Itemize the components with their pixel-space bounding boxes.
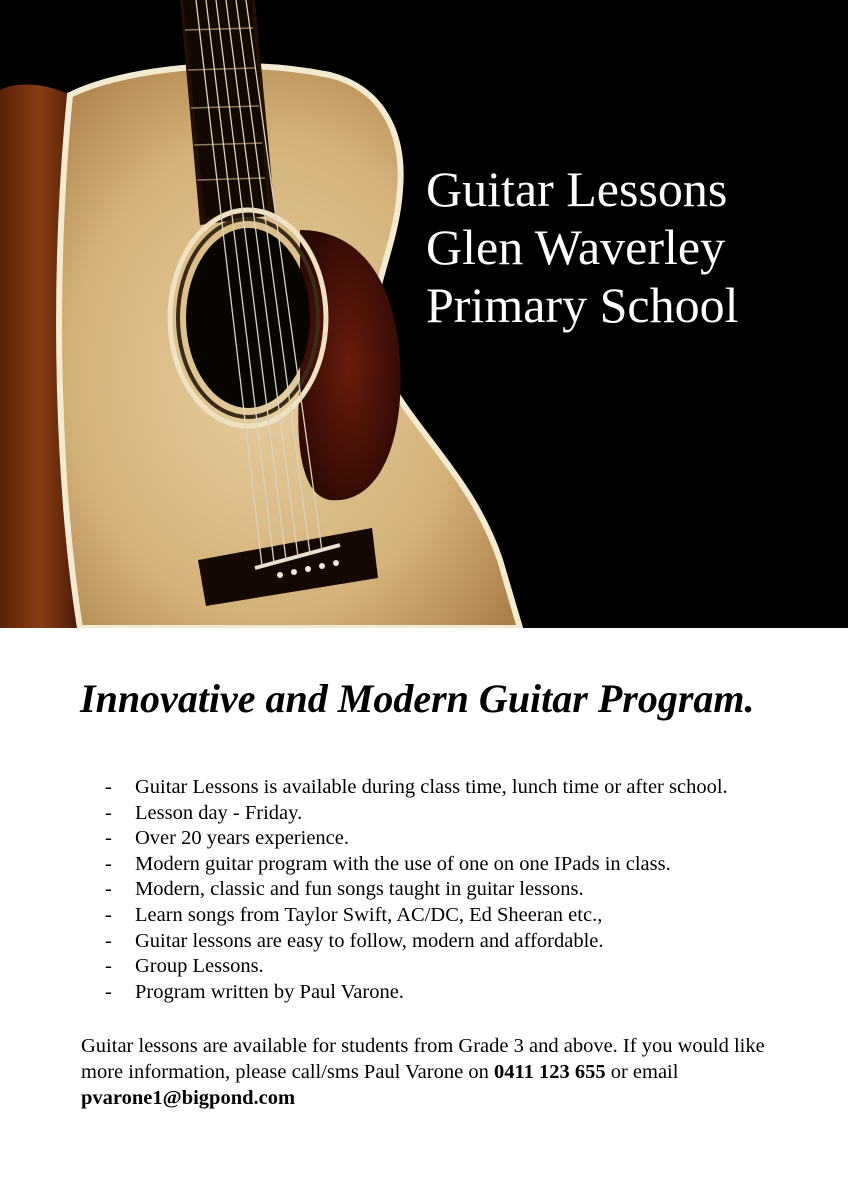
bullet-marker: - (105, 801, 112, 824)
hero-title-line: Glen Waverley (426, 219, 726, 275)
list-item-text: Modern, classic and fun songs taught in guitar lessons. (135, 878, 584, 901)
bullet-marker: - (105, 852, 112, 875)
contact-text-email-prefix: or email (605, 1061, 679, 1083)
list-item (105, 775, 728, 801)
bullet-marker: - (105, 955, 112, 978)
list-item (105, 852, 728, 878)
hero-title-line: Primary School (426, 277, 739, 333)
feature-list (105, 775, 728, 1005)
headline: Innovative and Modern Guitar Program. (80, 676, 755, 721)
list-item (105, 903, 728, 929)
list-item-text: Program written by Paul Varone. (135, 980, 404, 1003)
list-item (105, 826, 728, 852)
list-item-text: Learn songs from Taylor Swift, AC/DC, Ed Sheeran etc., (135, 903, 603, 926)
list-item-text: Guitar lessons are easy to follow, modern and affordable. (135, 929, 604, 952)
bullet-marker: - (105, 929, 112, 952)
list-item (105, 877, 728, 903)
hero-title-line: Guitar Lessons (426, 161, 728, 217)
phone-number: 0411 123 655 (493, 1061, 606, 1083)
bullet-marker: - (105, 878, 112, 901)
list-item (105, 954, 728, 980)
list-item-text: Group Lessons. (135, 955, 264, 978)
bullet-marker: - (105, 980, 112, 1003)
list-item-text: Modern guitar program with the use of one on one IPads in class. (135, 852, 671, 875)
list-item (105, 980, 728, 1006)
list-item-text: Over 20 years experience. (135, 827, 349, 850)
contact-text: Guitar lessons are available for students from Grade 3 and above. If you would like more information, please call/sms Paul Varone on (81, 1035, 765, 1083)
hero-title (426, 160, 846, 334)
bullet-marker: - (105, 776, 112, 798)
bullet-marker: - (105, 903, 112, 926)
list-item-text: Guitar Lessons is available during class time, lunch time or after school. (135, 776, 728, 798)
list-item (105, 801, 728, 827)
contact-paragraph (81, 1033, 811, 1111)
bullet-marker: - (105, 827, 112, 850)
email-address: pvarone1@bigpond.com (81, 1087, 296, 1109)
list-item-text: Lesson day - Friday. (135, 801, 303, 824)
list-item (105, 929, 728, 955)
